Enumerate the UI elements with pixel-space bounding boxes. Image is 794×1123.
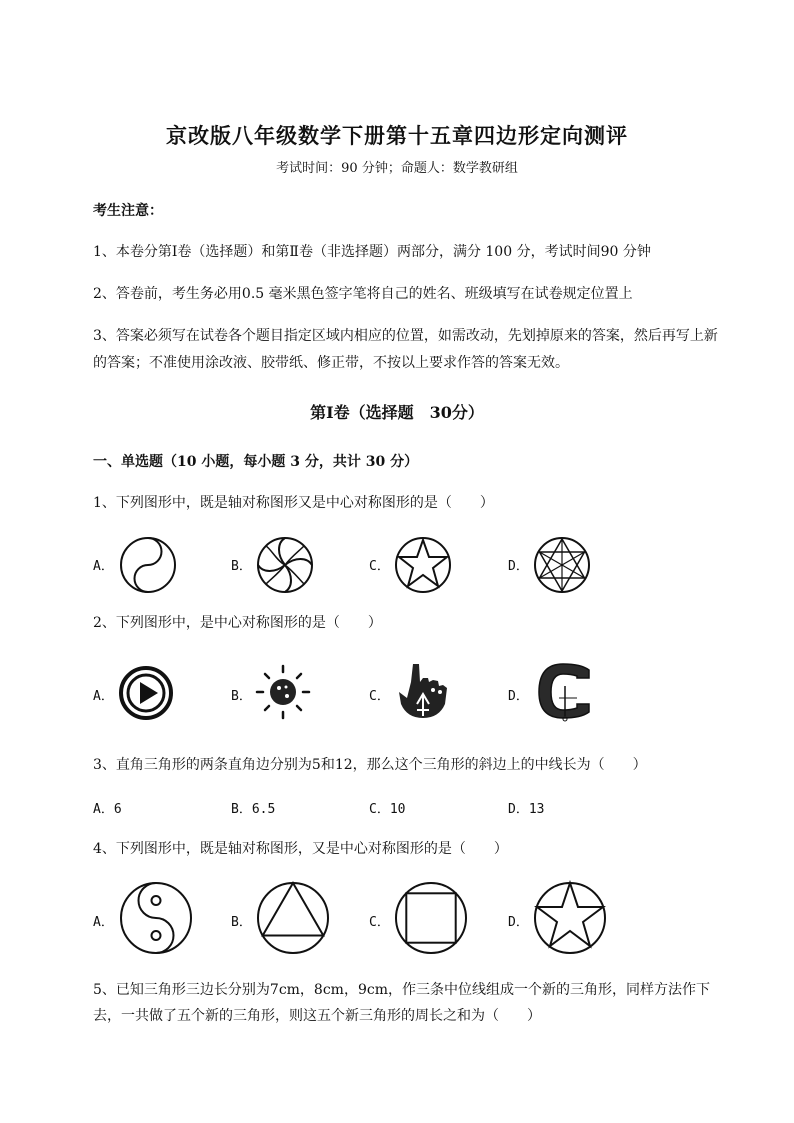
question-4-option-b: B． — [231, 915, 252, 930]
square-in-circle-icon — [393, 880, 469, 956]
part-heading: 一、单选题（10 小题，每小题 3 分，共计 30 分） — [93, 454, 419, 470]
notice-item-2: 2、答卷前，考生务必用0.5 毫米黑色签字笔将自己的姓名、班级填写在试卷规定位置上 — [93, 286, 633, 302]
question-1-option-c: C． — [369, 559, 390, 574]
question-3-option-c: C．10 — [369, 802, 406, 817]
page-title: 京改版八年级数学下册第十五章四边形定向测评 — [166, 123, 628, 148]
question-4-option-d: D． — [508, 915, 529, 930]
question-4-option-a: A． — [93, 915, 114, 930]
exam-info: 考试时间：90 分钟；命题人：数学教研组 — [276, 161, 518, 176]
star-in-circle-icon — [393, 535, 453, 595]
question-2-option-a: A． — [93, 689, 114, 704]
play-button-icon — [118, 665, 174, 721]
question-1-option-a: A． — [93, 559, 114, 574]
notice-item-3-cont: 的答案；不准使用涂改液、胶带纸、修正带，不按以上要求作答的答案无效。 — [93, 355, 569, 371]
pinwheel-circle-icon — [255, 535, 315, 595]
question-1-stem: 1、下列图形中，既是轴对称图形又是中心对称图形的是（ ） — [93, 495, 494, 511]
letter-c-logo-icon — [533, 662, 591, 722]
question-3-stem: 3、直角三角形的两条直角边分别为5和12，那么这个三角形的斜边上的中线长为（ ） — [93, 757, 647, 773]
question-3-option-d: D．13 — [508, 802, 545, 817]
question-4-stem: 4、下列图形中，既是轴对称图形，又是中心对称图形的是（ ） — [93, 841, 508, 857]
question-2-option-c: C． — [369, 689, 390, 704]
taiji-icon — [118, 880, 194, 956]
question-5-stem-line-2: 去，一共做了五个新的三角形，则这五个新三角形的周长之和为（ ） — [93, 1008, 541, 1024]
question-5-stem-line-1: 5、已知三角形三边长分别为7cm，8cm，9cm，作三条中位线组成一个新的三角形，同样方法作下 — [93, 982, 710, 998]
yin-yang-curve-icon — [118, 535, 178, 595]
notice-item-3: 3、答案必须写在试卷各个题目指定区域内相应的位置，如需改动，先划掉原来的答案，然后再写上新 — [93, 328, 718, 344]
question-2-option-d: D． — [508, 689, 529, 704]
question-3-option-a: A．6 — [93, 802, 122, 817]
question-1-option-d: D． — [508, 559, 529, 574]
star-in-circle-icon — [532, 880, 608, 956]
notice-heading: 考生注意： — [93, 203, 163, 219]
question-2-stem: 2、下列图形中，是中心对称图形的是（ ） — [93, 615, 382, 631]
sun-icon — [256, 663, 310, 719]
question-4-option-c: C． — [369, 915, 390, 930]
hexagram-flower-icon — [532, 535, 592, 595]
hand-logo-icon — [393, 660, 449, 720]
triangle-in-circle-icon — [255, 880, 331, 956]
question-2-option-b: B． — [231, 689, 252, 704]
question-1-option-b: B． — [231, 559, 252, 574]
notice-item-1: 1、本卷分第Ⅰ卷（选择题）和第Ⅱ卷（非选择题）两部分，满分 100 分，考试时间90 分钟 — [93, 244, 651, 260]
section-title: 第Ⅰ卷（选择题 30分） — [310, 403, 484, 422]
question-3-option-b: B．6.5 — [231, 802, 276, 817]
